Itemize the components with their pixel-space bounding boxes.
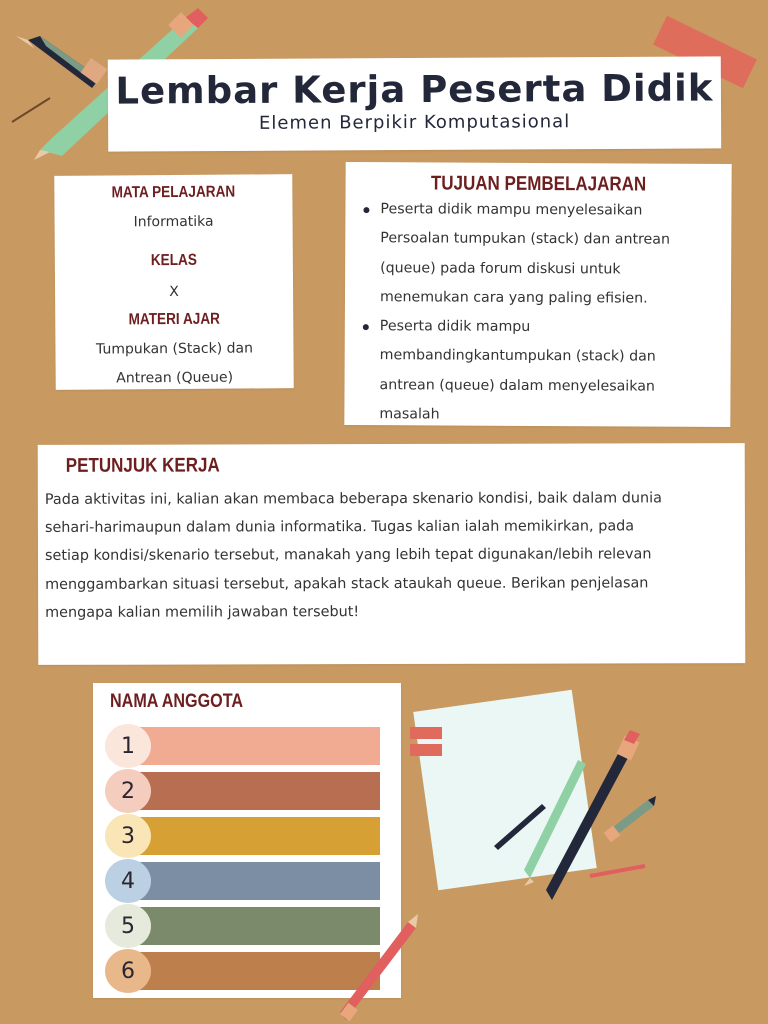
instructions-line: mengapa kalian memilih jawaban tersebut! xyxy=(45,603,360,621)
objectives-list xyxy=(358,195,727,431)
tape-decoration-note xyxy=(410,727,442,739)
subject-value: Informatika xyxy=(133,213,214,231)
bullet-icon xyxy=(363,207,369,213)
objective-line: membandingkantumpukan (stack) dan xyxy=(379,347,656,366)
objective-item xyxy=(359,195,728,314)
red-pencil-illustration-bottom xyxy=(336,912,426,1024)
bullet-icon xyxy=(363,324,369,330)
objective-line: (queue) pada forum diskusi untuk xyxy=(380,259,621,278)
member-number-badge: 1 xyxy=(105,724,151,768)
pencils-illustration-bottom-right xyxy=(480,730,680,910)
green-pencil-icon xyxy=(524,760,586,886)
page-subtitle: Elemen Berpikir Komputasional xyxy=(258,111,571,134)
objectives-title: TUJUAN PEMBELAJARAN xyxy=(430,172,647,196)
instructions-line: sehari-harimaupun dalam dunia informatika. Tugas kalian ialah memikirkan, pada xyxy=(44,518,635,537)
class-label: KELAS xyxy=(150,251,197,270)
member-number-badge: 5 xyxy=(105,904,151,948)
member-number-badge: 6 xyxy=(105,949,151,993)
material-label: MATERI AJAR xyxy=(128,310,221,329)
member-number-badge: 3 xyxy=(105,814,151,858)
instructions-line: menggambarkan situasi tersebut, apakah stack ataukah queue. Berikan penjelasan xyxy=(45,574,649,593)
objective-line: menemukan cara yang paling efisien. xyxy=(379,289,648,307)
course-info-card xyxy=(54,174,293,390)
member-name-field[interactable] xyxy=(127,772,380,810)
material-value-line-1: Tumpukan (Stack) dan xyxy=(95,340,253,358)
dark-pencil-icon xyxy=(16,36,107,88)
subject-label: MATA PELAJARAN xyxy=(111,183,236,202)
work-instructions-card xyxy=(38,443,746,665)
member-number-badge: 4 xyxy=(105,859,151,903)
class-value: X xyxy=(169,283,179,301)
objective-line: Persoalan tumpukan (stack) dan antrean xyxy=(380,230,671,248)
objective-line: Peserta didik mampu xyxy=(379,318,531,336)
member-name-field[interactable] xyxy=(127,817,380,855)
page-title: Lembar Kerja Peserta Didik xyxy=(115,66,714,113)
instructions-line: setiap kondisi/skenario tersebut, manakah yang lebih tepat digunakan/lebih relevan xyxy=(44,546,652,565)
members-title: NAMA ANGGOTA xyxy=(110,691,244,712)
instructions-title: PETUNJUK KERJA xyxy=(65,454,220,477)
instructions-text xyxy=(45,484,745,627)
objective-line: antrean (queue) dalam menyelesaikan xyxy=(379,376,655,395)
member-name-field[interactable] xyxy=(127,862,380,900)
instructions-line: Pada aktivitas ini, kalian akan membaca beberapa skenario kondisi, baik dalam dunia xyxy=(44,490,662,508)
short-pencil-icon xyxy=(604,796,656,842)
objective-line: Peserta didik mampu menyelesaikan xyxy=(380,201,643,219)
material-value-line-2: Antrean (Queue) xyxy=(116,369,234,387)
title-banner xyxy=(108,56,721,151)
objective-line: masalah xyxy=(379,406,440,423)
member-number-badge: 2 xyxy=(105,769,151,813)
objective-item xyxy=(358,312,727,431)
member-name-field[interactable] xyxy=(127,727,380,765)
learning-objectives-card xyxy=(344,162,731,427)
tape-decoration-note xyxy=(410,744,442,756)
